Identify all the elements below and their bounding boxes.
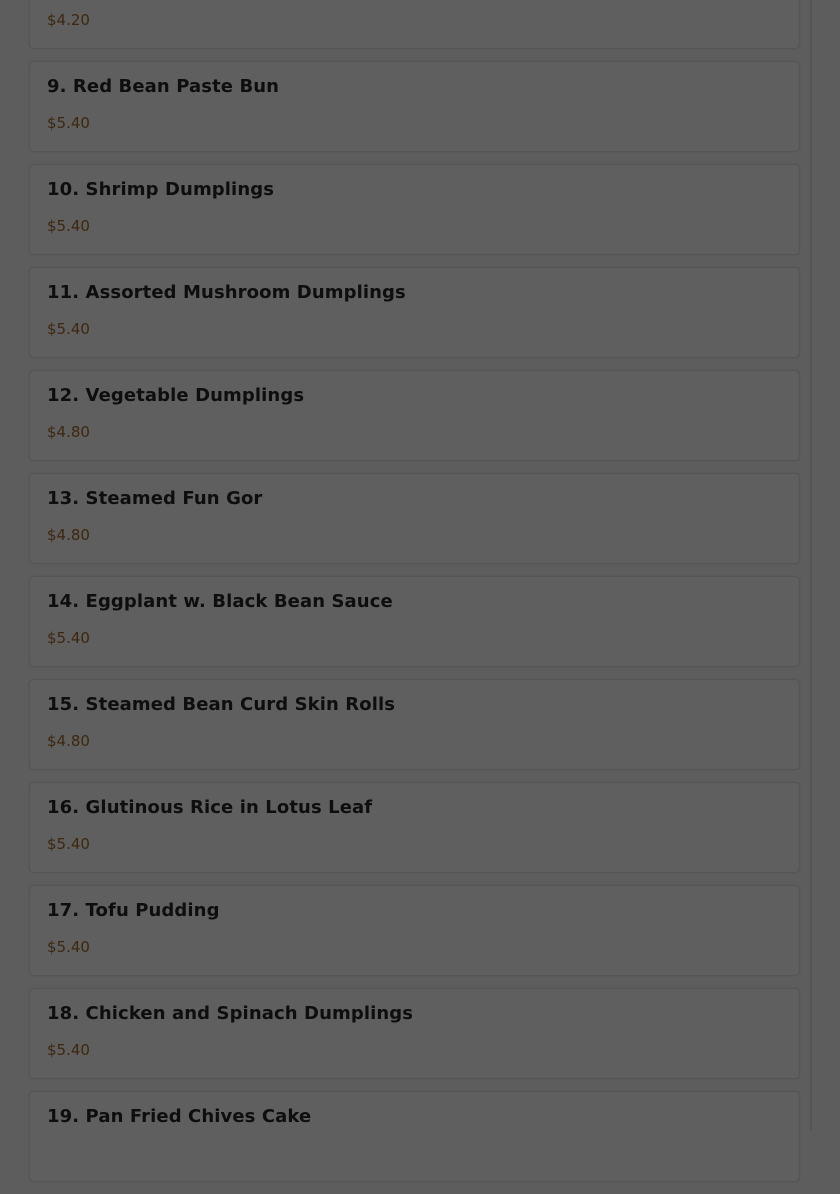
- menu-item-card[interactable]: [29, 267, 800, 358]
- menu-item-card[interactable]: [29, 61, 800, 152]
- menu-item-card[interactable]: [29, 473, 800, 564]
- menu-item-price: $5.40: [47, 114, 90, 132]
- menu-item-price: $5.40: [47, 938, 90, 956]
- menu-item-price: $5.40: [47, 1041, 90, 1059]
- menu-item-card[interactable]: [29, 679, 800, 770]
- menu-item-name: 9. Red Bean Paste Bun: [47, 76, 280, 97]
- menu-item-price: $5.40: [47, 629, 90, 647]
- menu-item-card[interactable]: [29, 988, 800, 1079]
- menu-item-card[interactable]: [29, 885, 800, 976]
- menu-item-name: 18. Chicken and Spinach Dumplings: [47, 1003, 414, 1024]
- menu-item-card[interactable]: [29, 782, 800, 873]
- menu-item-name: 17. Tofu Pudding: [47, 900, 220, 921]
- menu-item-name: 16. Glutinous Rice in Lotus Leaf: [47, 797, 373, 818]
- menu-item-card[interactable]: [29, 0, 800, 49]
- menu-item-price: $5.40: [47, 320, 90, 338]
- menu-item-name: 11. Assorted Mushroom Dumplings: [47, 282, 406, 303]
- menu-item-card[interactable]: [29, 370, 800, 461]
- menu-item-price: $5.40: [47, 217, 90, 235]
- menu-item-price: $4.80: [47, 423, 90, 441]
- menu-item-name: 10. Shrimp Dumplings: [47, 179, 275, 200]
- menu-item-price: $4.20: [47, 11, 90, 29]
- menu-item-name: 19. Pan Fried Chives Cake: [47, 1106, 312, 1127]
- menu-item-name: 13. Steamed Fun Gor: [47, 488, 263, 509]
- menu-item-name: 12. Vegetable Dumplings: [47, 385, 305, 406]
- menu-item-price: $5.40: [47, 835, 90, 853]
- menu-item-name: 14. Eggplant w. Black Bean Sauce: [47, 591, 393, 612]
- menu-item-card[interactable]: [29, 1091, 800, 1182]
- menu-item-price: $4.80: [47, 732, 90, 750]
- menu-item-card[interactable]: [29, 164, 800, 255]
- menu-item-price: $4.80: [47, 526, 90, 544]
- menu-item-list: [29, 0, 800, 1194]
- menu-item-name: 15. Steamed Bean Curd Skin Rolls: [47, 694, 396, 715]
- menu-item-card[interactable]: [29, 576, 800, 667]
- scroll-container-edge: [810, 0, 812, 1130]
